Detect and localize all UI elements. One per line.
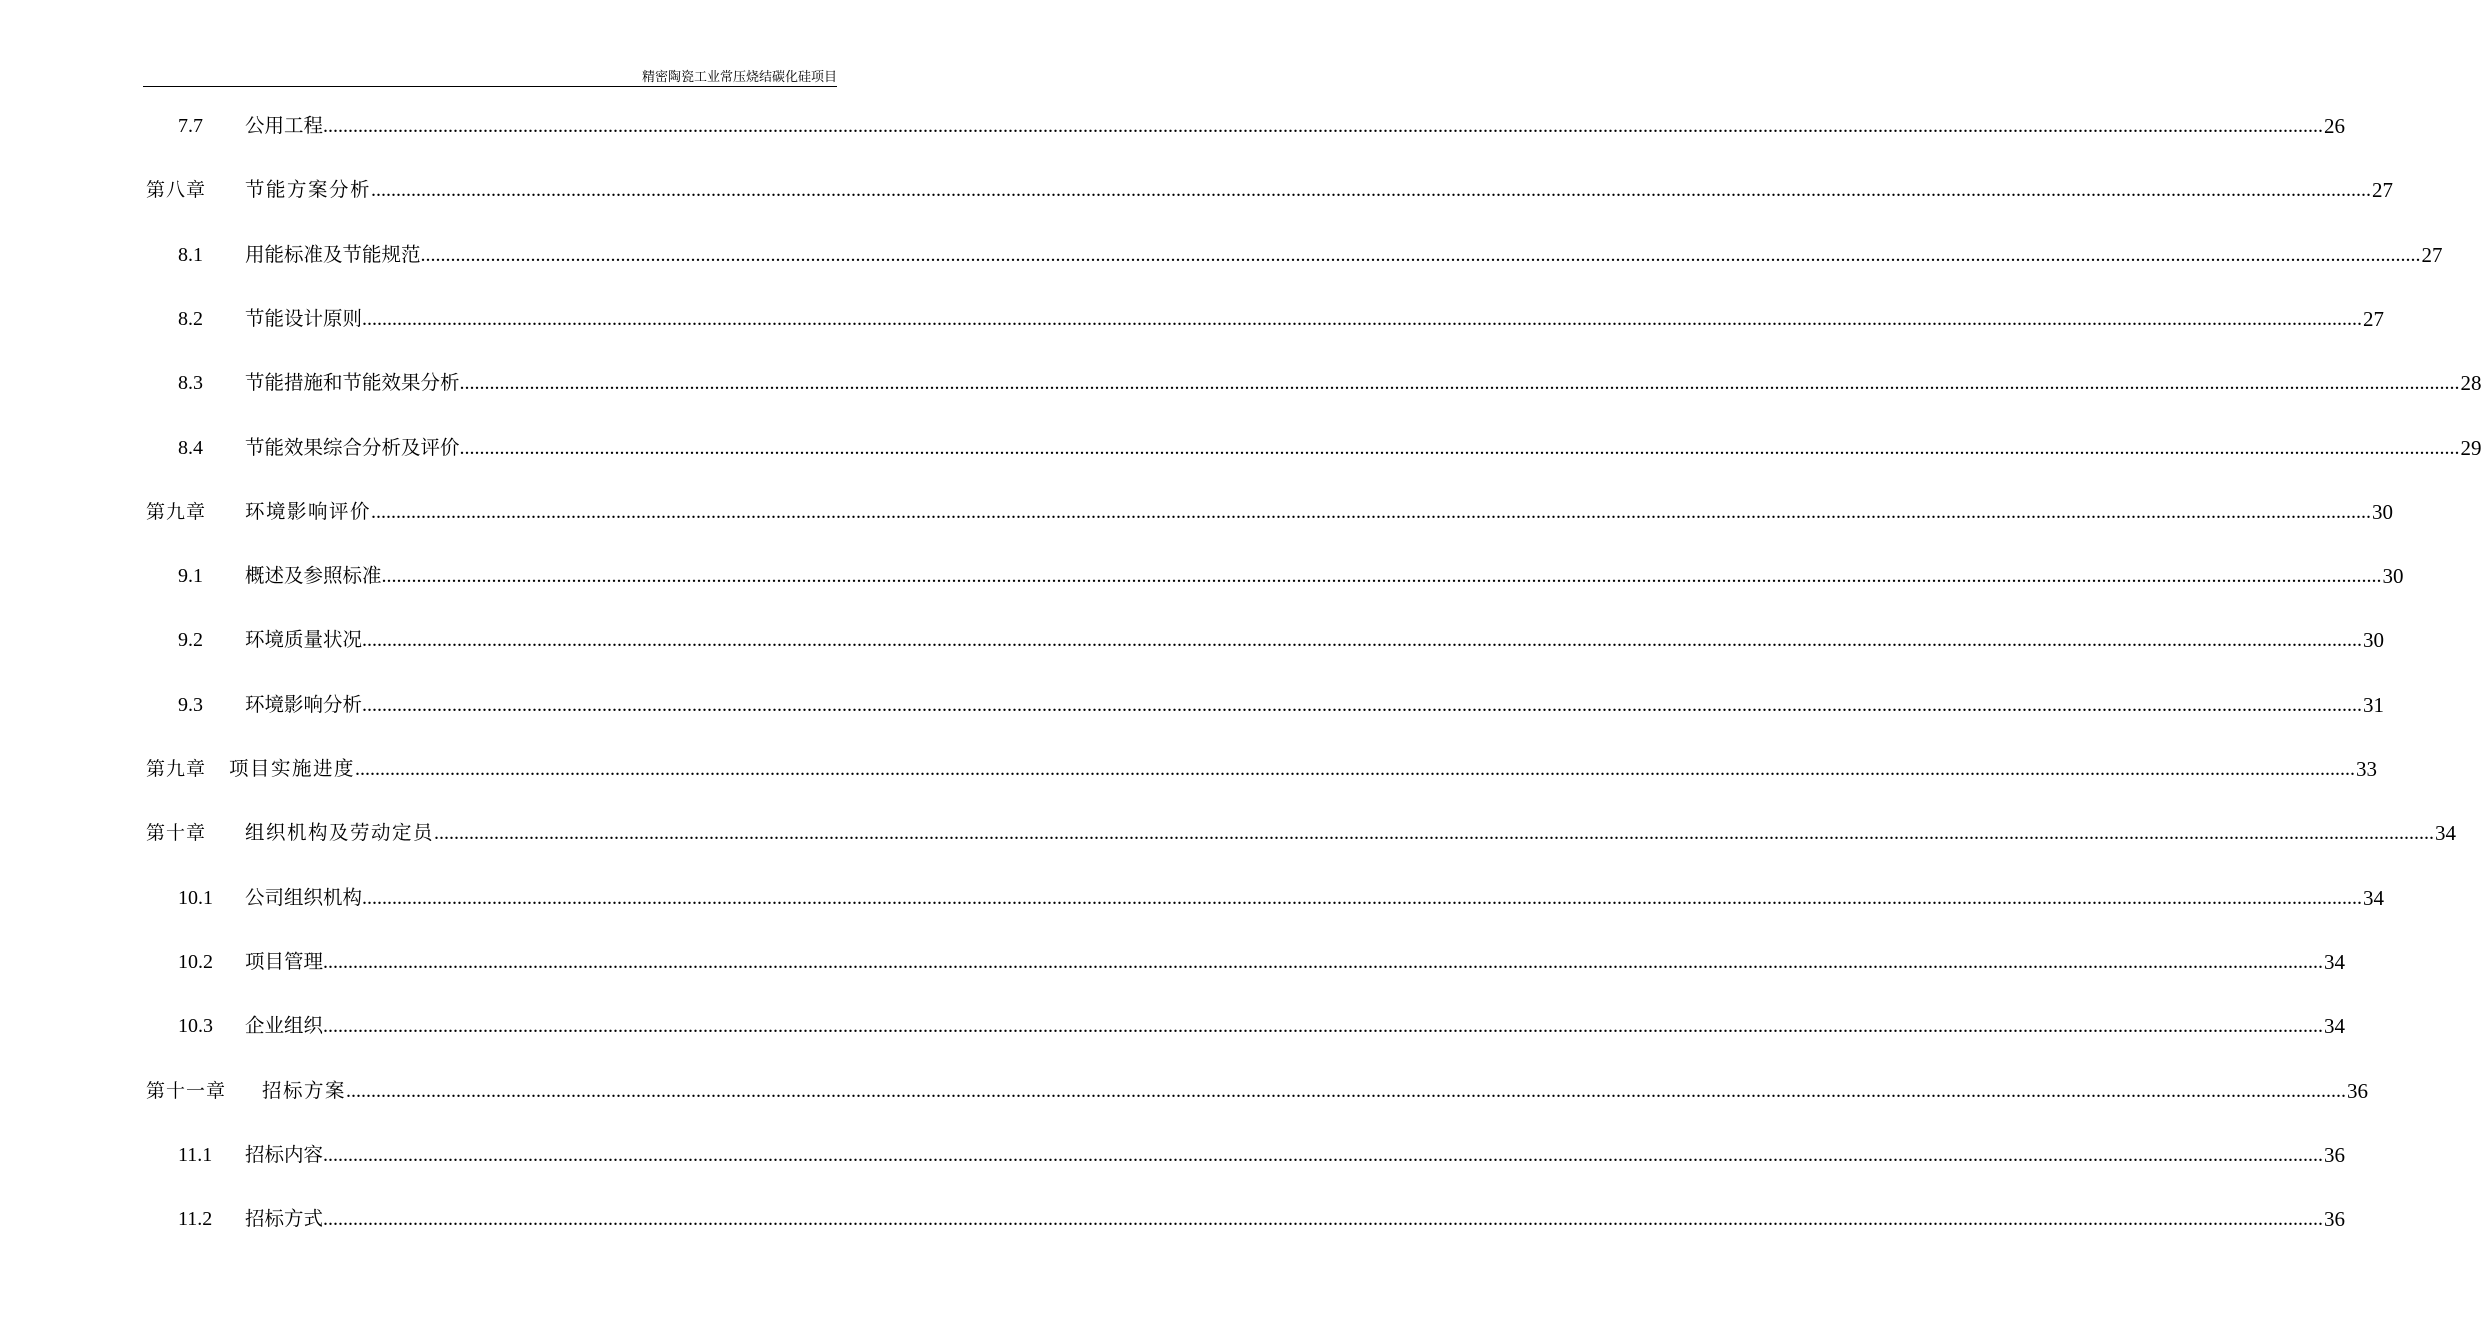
- toc-entry-title: 项目实施进度: [229, 757, 356, 780]
- dot-leader: ................................................................................................................................................................................................................................................................................................................................................................................................................: [371, 179, 2372, 202]
- toc-entry-title: 招标方案: [262, 1078, 347, 1102]
- toc-entry[interactable]: [0, 560, 2404, 592]
- toc-entry-page-number: 34: [2435, 821, 2457, 846]
- toc-entry[interactable]: [0, 1010, 2346, 1042]
- toc-entry-number: 9.3: [178, 693, 203, 716]
- toc-entry-page-number: 36: [2324, 1142, 2346, 1167]
- toc-entry-title: 项目管理: [245, 949, 324, 973]
- dot-leader: ................................................................................................................................................................................................................................................................................................................................................................................................................: [362, 886, 2363, 909]
- toc-entry-title: 节能效果综合分析及评价: [245, 435, 460, 459]
- toc-entry-title: 节能方案分析: [245, 178, 372, 202]
- dot-leader: ................................................................................................................................................................................................................................................................................................................................................................................................................: [381, 565, 2382, 588]
- toc-entry-number: 8.4: [178, 436, 203, 459]
- toc-entry[interactable]: [0, 946, 2346, 978]
- toc-entry-page-number: 31: [2363, 692, 2385, 717]
- toc-entry-title: 企业组织: [245, 1014, 324, 1038]
- toc-entry-page-number: 30: [2372, 499, 2394, 524]
- toc-entry-page-number: 30: [2363, 628, 2385, 653]
- toc-entry-title: 组织机构及劳动定员: [245, 821, 435, 845]
- toc-entry-page-number: 30: [2382, 564, 2404, 589]
- dot-leader: ................................................................................................................................................................................................................................................................................................................................................................................................................: [362, 307, 2363, 330]
- dot-leader: ................................................................................................................................................................................................................................................................................................................................................................................................................: [346, 1079, 2347, 1102]
- dot-leader: ................................................................................................................................................................................................................................................................................................................................................................................................................: [323, 115, 2324, 137]
- toc-entry-number: 10.1: [178, 886, 213, 909]
- toc-entry-page-number: 27: [2363, 306, 2385, 331]
- toc-entry-number: 10.2: [178, 950, 213, 973]
- toc-entry-page-number: 34: [2324, 949, 2346, 974]
- toc-entry-number: 8.1: [178, 243, 203, 266]
- toc-entry[interactable]: [0, 753, 2378, 785]
- toc-entry-page-number: 34: [2324, 1014, 2346, 1039]
- toc-entry-title: 环境影响评价: [245, 499, 372, 523]
- toc-entry[interactable]: [0, 496, 2394, 528]
- dot-leader: ................................................................................................................................................................................................................................................................................................................................................................................................................: [434, 822, 2435, 845]
- toc-entry-number: 第八章: [146, 179, 207, 202]
- toc-entry-number: 10.3: [178, 1015, 213, 1038]
- toc-entry[interactable]: [0, 174, 2394, 206]
- toc-entry[interactable]: [0, 817, 2457, 849]
- toc-entry-page-number: 36: [2347, 1078, 2369, 1103]
- dot-leader: ................................................................................................................................................................................................................................................................................................................................................................................................................: [323, 950, 2324, 973]
- toc-entry[interactable]: [0, 110, 2346, 142]
- dot-leader: ................................................................................................................................................................................................................................................................................................................................................................................................................: [371, 500, 2372, 523]
- toc-entry-page-number: 27: [2372, 178, 2394, 203]
- dot-leader: ................................................................................................................................................................................................................................................................................................................................................................................................................: [323, 1208, 2324, 1231]
- toc-entry-number: 8.3: [178, 372, 203, 395]
- toc-entry-number: 9.1: [178, 565, 203, 588]
- toc-entry-number: 11.1: [178, 1143, 213, 1166]
- toc-entry-number: 9.2: [178, 629, 203, 652]
- toc-entry-page-number: 26: [2324, 114, 2346, 138]
- toc-entry-title: 节能措施和节能效果分析: [245, 371, 460, 395]
- toc-entry-number: 11.2: [178, 1208, 213, 1231]
- running-header: 精密陶瓷工业常压烧结碳化硅项目: [641, 70, 837, 85]
- toc-entry-number: 第九章: [146, 500, 207, 523]
- toc-entry-title: 用能标准及节能规范: [245, 242, 421, 266]
- toc-entry-title: 概述及参照标准: [245, 564, 382, 588]
- dot-leader: ................................................................................................................................................................................................................................................................................................................................................................................................................: [362, 629, 2363, 652]
- toc-entry-page-number: 34: [2363, 885, 2385, 910]
- toc-entry-number: 第十一章: [146, 1079, 227, 1102]
- toc-entry[interactable]: [0, 689, 2385, 721]
- toc-entry[interactable]: [0, 624, 2385, 656]
- toc-entry[interactable]: [0, 303, 2385, 335]
- toc-entry[interactable]: [0, 882, 2385, 914]
- toc-entry-page-number: 27: [2421, 242, 2443, 267]
- dot-leader: ................................................................................................................................................................................................................................................................................................................................................................................................................: [323, 1015, 2324, 1038]
- toc-entry-title: 节能设计原则: [245, 306, 363, 330]
- toc-entry[interactable]: [0, 1075, 2369, 1107]
- toc-entry-title: 公用工程: [245, 114, 324, 137]
- dot-leader: ................................................................................................................................................................................................................................................................................................................................................................................................................: [459, 436, 2460, 459]
- toc-entry-title: 环境质量状况: [245, 628, 363, 652]
- toc-entry-page-number: 29: [2460, 435, 2482, 460]
- toc-entry[interactable]: [0, 367, 2482, 399]
- dot-leader: ................................................................................................................................................................................................................................................................................................................................................................................................................: [355, 758, 2356, 780]
- toc-entry-page-number: 36: [2324, 1207, 2346, 1232]
- toc-entry-number: 8.2: [178, 307, 203, 330]
- toc-entry-title: 招标内容: [245, 1142, 324, 1166]
- dot-leader: ................................................................................................................................................................................................................................................................................................................................................................................................................: [420, 243, 2421, 266]
- toc-entry-page-number: 28: [2460, 371, 2482, 396]
- toc-entry[interactable]: [0, 432, 2482, 464]
- dot-leader: ................................................................................................................................................................................................................................................................................................................................................................................................................: [323, 1143, 2324, 1166]
- toc-entry-title: 环境影响分析: [245, 692, 363, 716]
- toc-entry[interactable]: [0, 239, 2443, 271]
- toc-entry-number: 第十章: [146, 822, 207, 845]
- dot-leader: ................................................................................................................................................................................................................................................................................................................................................................................................................: [362, 693, 2363, 716]
- toc-entry-title: 招标方式: [245, 1207, 324, 1231]
- toc-entry-title: 公司组织机构: [245, 885, 363, 909]
- dot-leader: ................................................................................................................................................................................................................................................................................................................................................................................................................: [459, 372, 2460, 395]
- toc-entry-page-number: 33: [2356, 757, 2378, 781]
- toc-entry[interactable]: [0, 1139, 2346, 1171]
- toc-entry[interactable]: [0, 1203, 2346, 1235]
- toc-entry-number: 7.7: [178, 115, 203, 137]
- toc-entry-number: 第九章: [146, 758, 207, 780]
